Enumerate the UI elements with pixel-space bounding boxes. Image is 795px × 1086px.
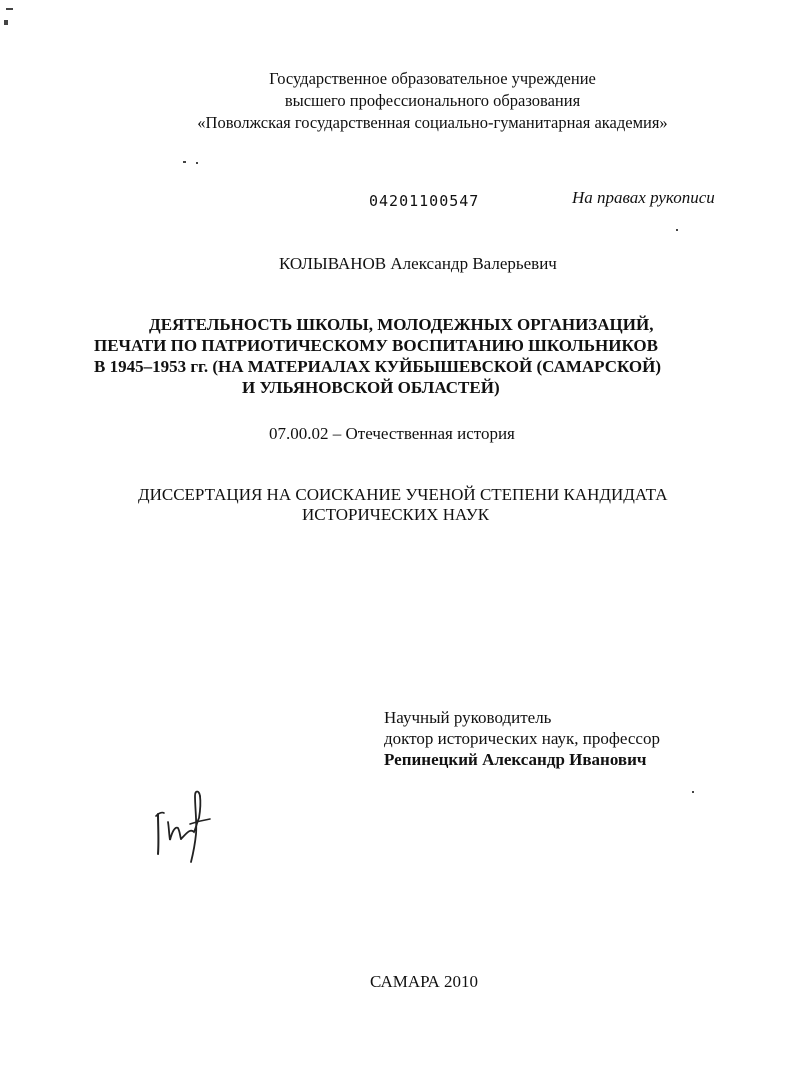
manuscript-rights: На правах рукописи [572,188,715,207]
degree-statement [138,485,738,525]
supervisor-role: Научный руководитель [384,708,552,727]
author-name: КОЛЫВАНОВ Александр Валерьевич [279,254,557,273]
supervisor-rank: доктор исторических наук, профессор [384,729,660,748]
scan-speck [183,161,186,163]
title-line-4: И УЛЬЯНОВСКОЙ ОБЛАСТЕЙ) [242,378,500,397]
title-line-3: В 1945–1953 гг. (НА МАТЕРИАЛАХ КУЙБЫШЕВСКОЙ (САМАРСКОЙ) [94,357,662,376]
institution-line-3: «Поволжская государственная социально-гуманитарная академия» [197,113,668,132]
degree-line-1: ДИССЕРТАЦИЯ НА СОИСКАНИЕ УЧЕНОЙ СТЕПЕНИ КАНДИДАТА [138,485,668,504]
scan-speck [196,162,198,164]
city-year: САМАРА 2010 [370,972,478,991]
supervisor-name: Репинецкий Александр Иванович [384,750,647,769]
scan-speck [4,20,8,25]
supervisor-block [384,707,660,770]
institution-line-1: Государственное образовательное учреждение [269,69,596,88]
title-line-1: ДЕЯТЕЛЬНОСТЬ ШКОЛЫ, МОЛОДЕЖНЫХ ОРГАНИЗАЦИЙ, [149,315,654,334]
dissertation-title [94,314,734,398]
institution-header [100,68,765,134]
specialty-code: 07.00.02 – Отечественная история [269,424,515,443]
scan-speck [6,8,13,10]
scan-speck [676,229,678,231]
handwritten-signature [150,782,220,864]
scan-speck [692,791,694,793]
degree-line-2: ИСТОРИЧЕСКИХ НАУК [302,505,490,524]
institution-line-2: высшего профессионального образования [284,91,581,110]
title-line-2: ПЕЧАТИ ПО ПАТРИОТИЧЕСКОМУ ВОСПИТАНИЮ ШКОЛЬНИКОВ [94,336,658,355]
document-number: 04201100547 [369,192,480,210]
